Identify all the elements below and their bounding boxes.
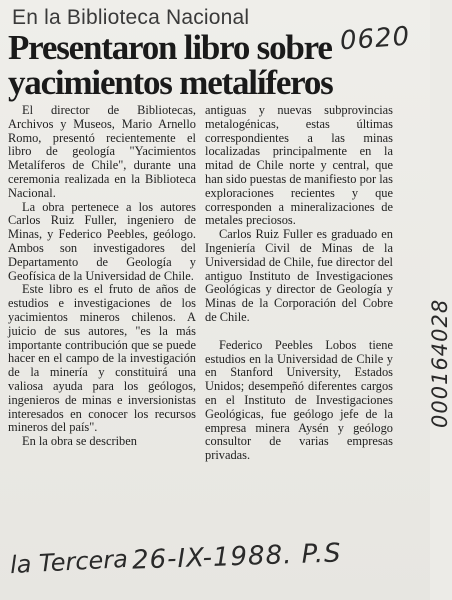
paragraph: El director de Bibliotecas, Archivos y Museos, Mario Arnello Romo, presentó recientemente el libro de geología "Yacimientos Metalíferos de Chile", durante una ceremonia realizada en la Biblioteca Nacional. [8, 103, 196, 200]
paragraph: En la obra se describen [22, 434, 137, 449]
column-2 [205, 104, 393, 463]
paragraph: Carlos Ruiz Fuller es graduado en Ingeniería Civil de Minas de la Universidad de Chile, fue director del antiguo Instituto de Investigaciones Geológicas y director de Geología y Minas de la Corporación del Cobre de Chile. [205, 227, 393, 324]
paragraph: Este libro es el fruto de años de estudios e investigaciones de los yacimientos mineros chilenos. A juicio de sus autores, "es la más importante contribución que se puede hacer en el campo de la investigación de la minería y constituirá una valiosa ayuda para los geólogos, ingenieros de minas e inversionistas interesados en conocer los recursos mineros del país". [8, 282, 196, 435]
paragraph: Federico Peebles Lobos tiene estudios en la Universidad de Chile y en Stanford University, Estados Unidos; desempeñó diferentes cargos en el Instituto de Investigaciones Geológicas, fue geólogo jefe de la empresa minera Aysén y geólogo consultor de varias empresas privadas. [205, 337, 393, 463]
paragraph-gap [205, 325, 393, 339]
handwritten-source: la Tercera [9, 544, 129, 580]
handwritten-archive-id: 000164028 [428, 298, 452, 428]
handwritten-number: 0620 [338, 21, 411, 57]
handwritten-date: 26-IX-1988. P.S [131, 538, 342, 576]
headline: Presentaron libro sobre yacimientos metalíferos [8, 28, 333, 102]
kicker: En la Biblioteca Nacional [12, 6, 250, 29]
paragraph: La obra pertenece a los autores Carlos Ruiz Fuller, ingeniero de Minas, y Federico Peebles, geólogo. Ambos son investigadores del Departamento de Geología y Geofísica de la Universidad de Chile. [8, 199, 196, 283]
paragraph: antiguas y nuevas subprovincias metalogénicas, estas últimas correspondientes a las minas localizadas principalmente en la mitad de Chile norte y central, que han sido puestas de manifiesto por las exploraciones recientes y que corresponden a mineralizaciones de metales preciosos. [205, 103, 393, 228]
column-1 [8, 104, 196, 449]
